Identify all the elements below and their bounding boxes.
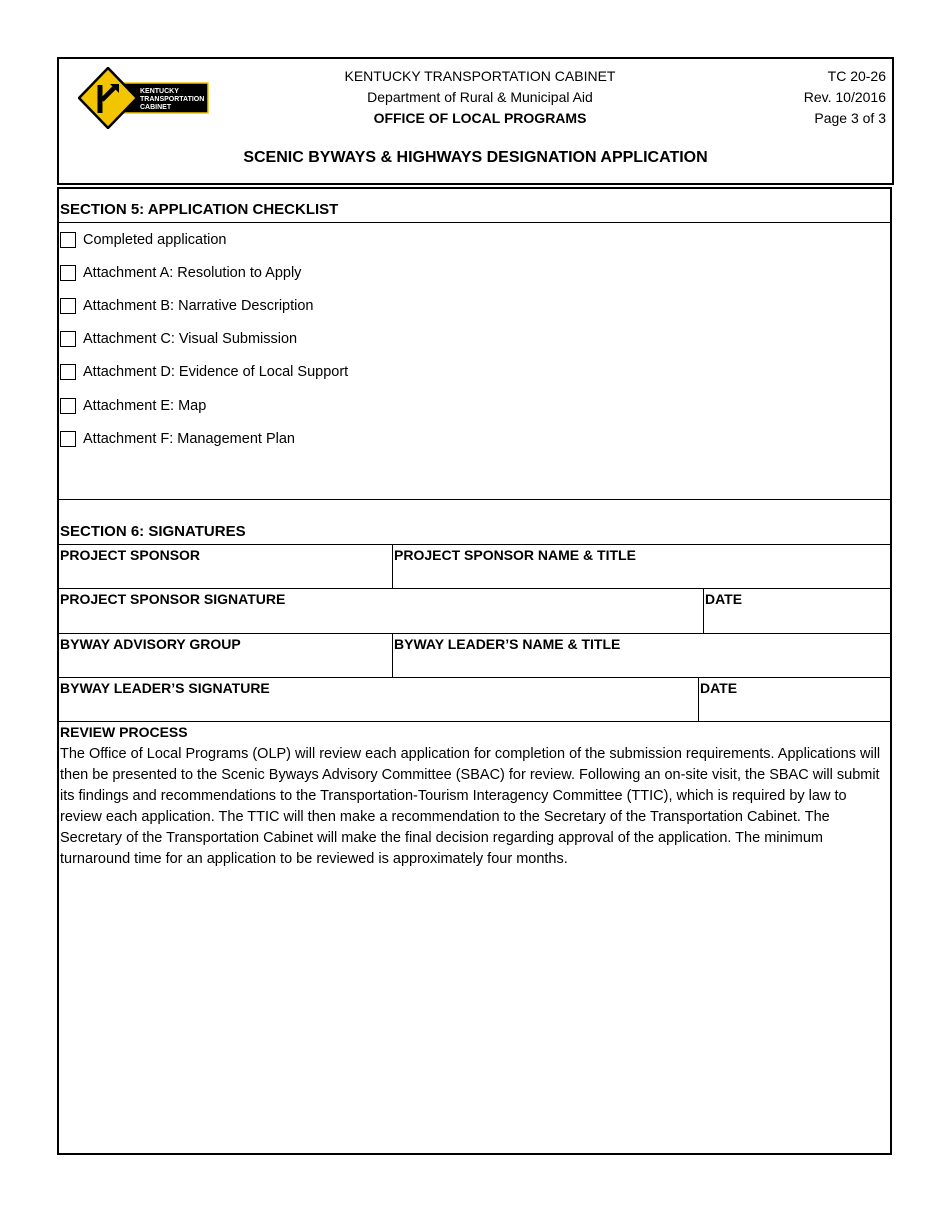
date-label: DATE xyxy=(705,591,743,607)
project-sponsor-label: PROJECT SPONSOR xyxy=(60,547,201,563)
divider xyxy=(59,499,890,500)
kytc-logo xyxy=(78,67,210,129)
checklist-item[interactable] xyxy=(60,230,226,250)
checklist-item[interactable] xyxy=(60,362,348,382)
date-label: DATE xyxy=(700,680,738,696)
checklist-label: Attachment D: Evidence of Local Support xyxy=(83,364,349,380)
sponsor-name-title-label: PROJECT SPONSOR NAME & TITLE xyxy=(394,547,636,563)
checklist-label: Attachment C: Visual Submission xyxy=(83,331,298,347)
checkbox[interactable] xyxy=(60,298,76,314)
divider xyxy=(392,544,393,588)
divider xyxy=(392,633,393,677)
checkbox[interactable] xyxy=(60,331,76,347)
checklist-label: Attachment A: Resolution to Apply xyxy=(83,265,302,281)
divider xyxy=(703,588,704,633)
checkbox[interactable] xyxy=(60,431,76,447)
checklist-item[interactable] xyxy=(60,329,297,349)
revision-date: Rev. 10/2016 xyxy=(803,89,886,105)
page-indicator: Page 3 of 3 xyxy=(814,110,886,126)
logo-text-2: TRANSPORTATION xyxy=(140,96,205,103)
review-process-title: REVIEW PROCESS xyxy=(60,724,188,740)
divider xyxy=(59,544,890,545)
checklist-label: Attachment E: Map xyxy=(83,398,207,414)
form-number: TC 20-26 xyxy=(827,68,886,84)
checkbox[interactable] xyxy=(60,364,76,380)
divider xyxy=(59,721,890,722)
section5-title: SECTION 5: APPLICATION CHECKLIST xyxy=(60,201,339,218)
sponsor-signature-label: PROJECT SPONSOR SIGNATURE xyxy=(60,591,286,607)
checklist-item[interactable] xyxy=(60,429,295,449)
checkbox[interactable] xyxy=(60,398,76,414)
document-title: SCENIC BYWAYS & HIGHWAYS DESIGNATION APPLICATION xyxy=(243,149,708,166)
checkbox[interactable] xyxy=(60,232,76,248)
agency-name: KENTUCKY TRANSPORTATION CABINET xyxy=(344,68,616,84)
department-name: Department of Rural & Municipal Aid xyxy=(367,89,593,105)
divider xyxy=(59,222,890,223)
checkbox[interactable] xyxy=(60,265,76,281)
office-name: OFFICE OF LOCAL PROGRAMS xyxy=(373,110,587,126)
logo-text-3: CABINET xyxy=(140,104,172,111)
checklist-label: Completed application xyxy=(83,232,227,248)
checklist-item[interactable] xyxy=(60,396,206,416)
divider xyxy=(59,633,890,634)
logo-text-1: KENTUCKY xyxy=(140,88,179,95)
leader-signature-label: BYWAY LEADER’S SIGNATURE xyxy=(60,680,270,696)
section6-title: SECTION 6: SIGNATURES xyxy=(60,523,246,540)
checklist-item[interactable] xyxy=(60,263,301,283)
leader-name-title-label: BYWAY LEADER’S NAME & TITLE xyxy=(394,636,621,652)
divider xyxy=(59,588,890,589)
checklist-label: Attachment F: Management Plan xyxy=(83,431,295,447)
divider xyxy=(698,677,699,721)
checklist-item[interactable] xyxy=(60,296,313,316)
review-process-text: The Office of Local Programs (OLP) will review each application for completion of the submission requirements. Applications will then be presented to the Scenic Byways Advisory Committee (SBAC) for review. Following an on-site visit, the SBAC will submit its findings and recommendations to the Transportation-Tourism Interagency Committee (TTIC), which is required by law to review each application. The TTIC will then make a recommendation to the Secretary of the Transportation Cabinet. The Secretary of the Transportation Cabinet will make the final decision regarding approval of the application. The minimum turnaround time for an application to be reviewed is approximately four months. xyxy=(60,746,881,867)
checklist-label: Attachment B: Narrative Description xyxy=(83,298,314,314)
divider xyxy=(59,677,890,678)
advisory-group-label: BYWAY ADVISORY GROUP xyxy=(60,636,241,652)
